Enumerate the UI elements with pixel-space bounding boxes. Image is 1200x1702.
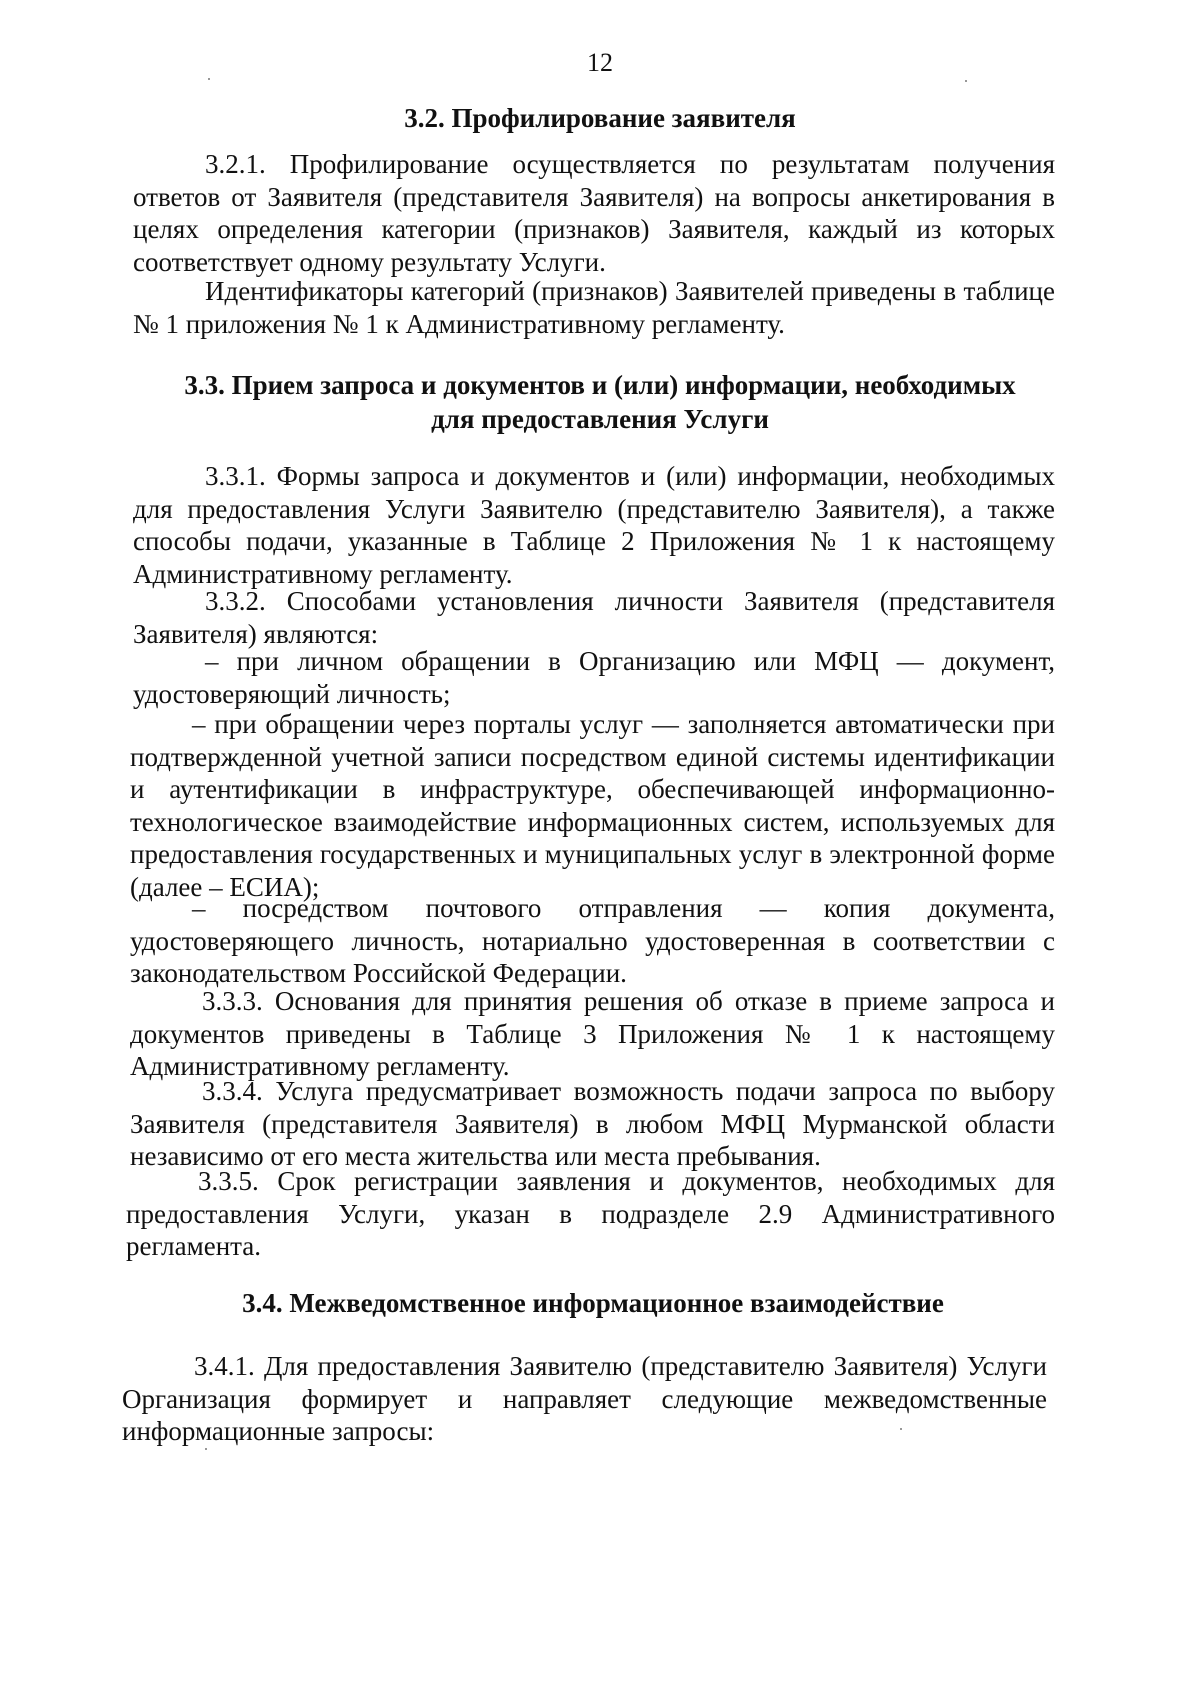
section-3-3-heading-line2: для предоставления Услуги: [431, 404, 769, 434]
paragraph-3-3-2-portals: – при обращении через порталы услуг — заполняется автоматически при подтвержденной учетной записи посредством единой системы идентификации и аутентификации в инфраструктуре, обеспечивающей информационно-технологическое взаимодействие информационных систем, используемых для предоставления государственных и муниципальных услуг в электронной форме (далее – ЕСИА);: [130, 709, 1055, 902]
section-3-4-heading: 3.4. Межведомственное информационное взаимодействие: [242, 1288, 944, 1318]
paragraph-3-3-3: 3.3.3. Основания для принятия решения об отказе в приеме запроса и документов приведены в Таблице 3 Приложения № 1 к настоящему Административному регламенту.: [130, 986, 1055, 1081]
paragraph-3-3-5: 3.3.5. Срок регистрации заявления и документов, необходимых для предоставления Услуги, указан в подразделе 2.9 Административного регламента.: [126, 1166, 1055, 1261]
paragraph-3-3-2-personal: – при личном обращении в Организацию или МФЦ — документ, удостоверяющий личность;: [133, 646, 1055, 709]
paragraph-3-4-1: 3.4.1. Для предоставления Заявителю (представителю Заявителя) Услуги Организация формирует и направляет следующие межведомственные информационные запросы:: [122, 1351, 1047, 1446]
section-3-3-heading: [90, 368, 1110, 436]
scan-speck: [205, 1448, 207, 1450]
scan-speck: [208, 78, 210, 80]
paragraph-3-3-2-mail: – посредством почтового отправления — копия документа, удостоверяющего личность, нотариально удостоверенная в соответствии с законодательством Российской Федерации.: [130, 893, 1055, 988]
paragraph-3-3-4: 3.3.4. Услуга предусматривает возможность подачи запроса по выбору Заявителя (представителя Заявителя) в любом МФЦ Мурманской области независимо от его места жительства или места пребывания.: [130, 1076, 1055, 1171]
section-3-2-heading: 3.2. Профилирование заявителя: [404, 103, 796, 133]
scan-speck: [965, 80, 967, 82]
page-number: 12: [587, 48, 613, 77]
paragraph-3-3-1: 3.3.1. Формы запроса и документов и (или) информации, необходимых для предоставления Услуги Заявителю (представителю Заявителя), а также способы подачи, указанные в Таблице 2 Приложения № 1 к настоящему Административному регламенту.: [133, 461, 1055, 589]
paragraph-3-2-1: 3.2.1. Профилирование осуществляется по результатам получения ответов от Заявителя (представителя Заявителя) на вопросы анкетирования в целях определения категории (признаков) Заявителя, каждый из которых соответствует одному результату Услуги.: [133, 149, 1055, 277]
paragraph-3-2-identifiers: Идентификаторы категорий (признаков) Заявителей приведены в таблице № 1 приложения № 1 к Административному регламенту.: [133, 276, 1055, 339]
paragraph-3-3-2: 3.3.2. Способами установления личности Заявителя (представителя Заявителя) являются:: [133, 586, 1055, 649]
section-3-3-heading-line1: 3.3. Прием запроса и документов и (или) информации, необходимых: [184, 370, 1016, 400]
scan-speck: [900, 1428, 902, 1430]
